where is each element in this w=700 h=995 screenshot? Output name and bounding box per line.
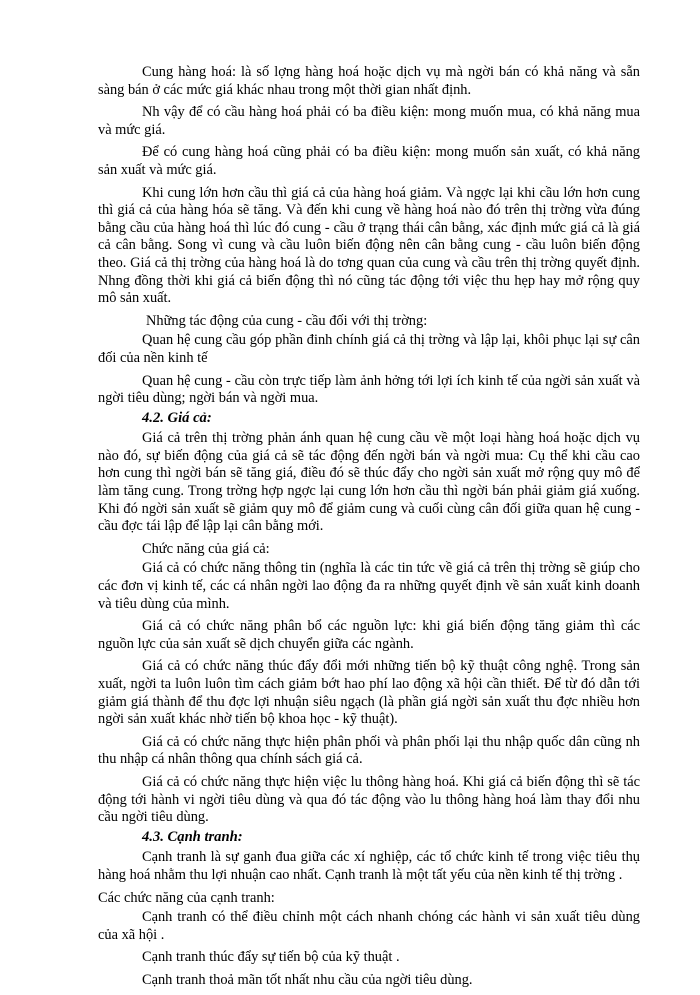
paragraph-competition-adjust: Cạnh tranh có thể điều chỉnh một cách nhanh chóng các hành vi sản xuất tiêu dùng của xã hội . xyxy=(98,909,640,943)
paragraph-equilibrium: Khi cung lớn hơn cầu thì giá cả của hàng hoá giảm. Và ngợc lại khi cầu lớn hơn cung thì giá cả của hàng hóa sẽ tăng. Và đến khi cung về hàng hoá nào đó trên thị trờng vừa đúng bằng cầu của hàng hoá thì lúc đó cung - cầu ở trạng thái cân bằng, xác định mức giá cả là giá cả cân bằng. Song vì cung và cầu luôn biến động nên cân bằng cung - cầu luôn biến động theo. Giá cả thị trờng của hàng hoá là do tơng quan của cung và cầu trên thị trờng quyết định. Nhng đồng thời khi giá cả biến động thì nó cũng tác động tới việc thu hẹp hay mở rộng quy mô sản xuất. xyxy=(98,184,640,307)
paragraph-demand-conditions: Nh vậy để có cầu hàng hoá phải có ba điều kiện: mong muốn mua, có khả năng mua và mức giá. xyxy=(98,104,640,138)
document-body xyxy=(98,64,640,995)
paragraph-effect-interest: Quan hệ cung - cầu còn trực tiếp làm ảnh hởng tới lợi ích kinh tế của ngời sản xuất và ngời tiêu dùng; ngời bán và ngời mua. xyxy=(98,372,640,407)
paragraph-price-allocation: Giá cả có chức năng phân bổ các nguồn lực: khi giá biến động tăng giảm thì các nguồn lực của sản xuất sẽ dịch chuyển giữa các ngành. xyxy=(98,618,640,652)
paragraph-price-circulation: Giá cả có chức năng thực hiện việc lu thông hàng hoá. Khi giá cả biến động thì sẽ tác động tới hành vi ngời tiêu dùng và qua đó tác động vào lu thông hàng hoá làm thay đổi nhu cầu ngời tiêu dùng. xyxy=(98,773,640,826)
paragraph-market-effects-label: Những tác động của cung - cầu đối với thị trờng: xyxy=(146,312,428,329)
heading-section-4-3: 4.3. Cạnh tranh: xyxy=(142,828,243,845)
paragraph-price-innovation: Giá cả có chức năng thúc đẩy đổi mới những tiến bộ kỹ thuật công nghệ. Trong sản xuất, ngời ta luôn luôn tìm cách giảm bớt hao phí lao động xã hội cần thiết. Để từ đó dẫn tới giảm giá thành để thu đợc lợi nhuận siêu ngạch (là phần giá ngời sản xuất thu đợc nhiều hơn ngời sản xuất khác nhờ tiến bộ khoa học - kỹ thuật). xyxy=(98,658,640,728)
paragraph-price-functions-label: Chức năng của giá cả: xyxy=(142,540,270,557)
paragraph-competition-functions-label: Các chức năng của cạnh tranh: xyxy=(98,889,275,906)
paragraph-competition-definition: Cạnh tranh là sự ganh đua giữa các xí nghiệp, các tổ chức kinh tế trong việc tiêu thụ hàng hoá nhằm thu lợi nhuận cao nhất. Cạnh tranh là một tất yếu của nền kinh tế thị trờng . xyxy=(98,849,640,883)
paragraph-supply-conditions: Để có cung hàng hoá cũng phải có ba điều kiện: mong muốn sản xuất, có khả năng sản xuất và mức giá. xyxy=(98,144,640,178)
paragraph-competition-progress: Cạnh tranh thúc đẩy sự tiến bộ của kỹ thuật . xyxy=(142,949,400,966)
paragraph-effect-balance: Quan hệ cung cầu góp phần đinh chính giá cả thị trờng và lập lại, khôi phục lại sự cân đối của nền kinh tế xyxy=(98,332,640,366)
paragraph-price-reflects: Giá cả trên thị trờng phản ánh quan hệ cung cầu về một loại hàng hoá hoặc dịch vụ nào đó, sự biến động của giá cả sẽ tác động đến ngời bán và ngời mua: Cụ thể khi cầu cao hơn cung thì ngời bán sẽ tăng giá, điều đó sẽ thúc đẩy cho ngời sản xuất mở rộng quy mô để làm tăng cung. Trong trờng hợp ngợc lại cung lớn hơn cầu thì ngời bán phải giảm giá xuống. Khi đó ngời sản xuất sẽ giảm quy mô để giảm cung và cuối cùng cân đối giữa quan hệ cung - cầu đợc tái lập để lập lại cân bằng mới. xyxy=(98,430,640,535)
heading-section-4-2: 4.2. Giá cả: xyxy=(142,409,212,426)
paragraph-supply-definition: Cung hàng hoá: là số lợng hàng hoá hoặc dịch vụ mà ngời bán có khả năng và sẵn sàng bán ở các mức giá khác nhau trong một thời gian nhất định. xyxy=(98,64,640,98)
paragraph-competition-satisfy: Cạnh tranh thoả mãn tốt nhất nhu cầu của ngời tiêu dùng. xyxy=(142,971,473,988)
paragraph-price-information: Giá cả có chức năng thông tin (nghĩa là các tin tức về giá cả trên thị trờng sẽ giúp cho các đơn vị kinh tế, các cá nhân ngời lao động đa ra những quyết định về sản xuất kinh doanh và tiêu dùng của mình. xyxy=(98,560,640,612)
paragraph-price-distribution: Giá cả có chức năng thực hiện phân phối và phân phối lại thu nhập quốc dân cũng nh thu nhập cá nhân thông qua chính sách giá cả. xyxy=(98,733,640,768)
